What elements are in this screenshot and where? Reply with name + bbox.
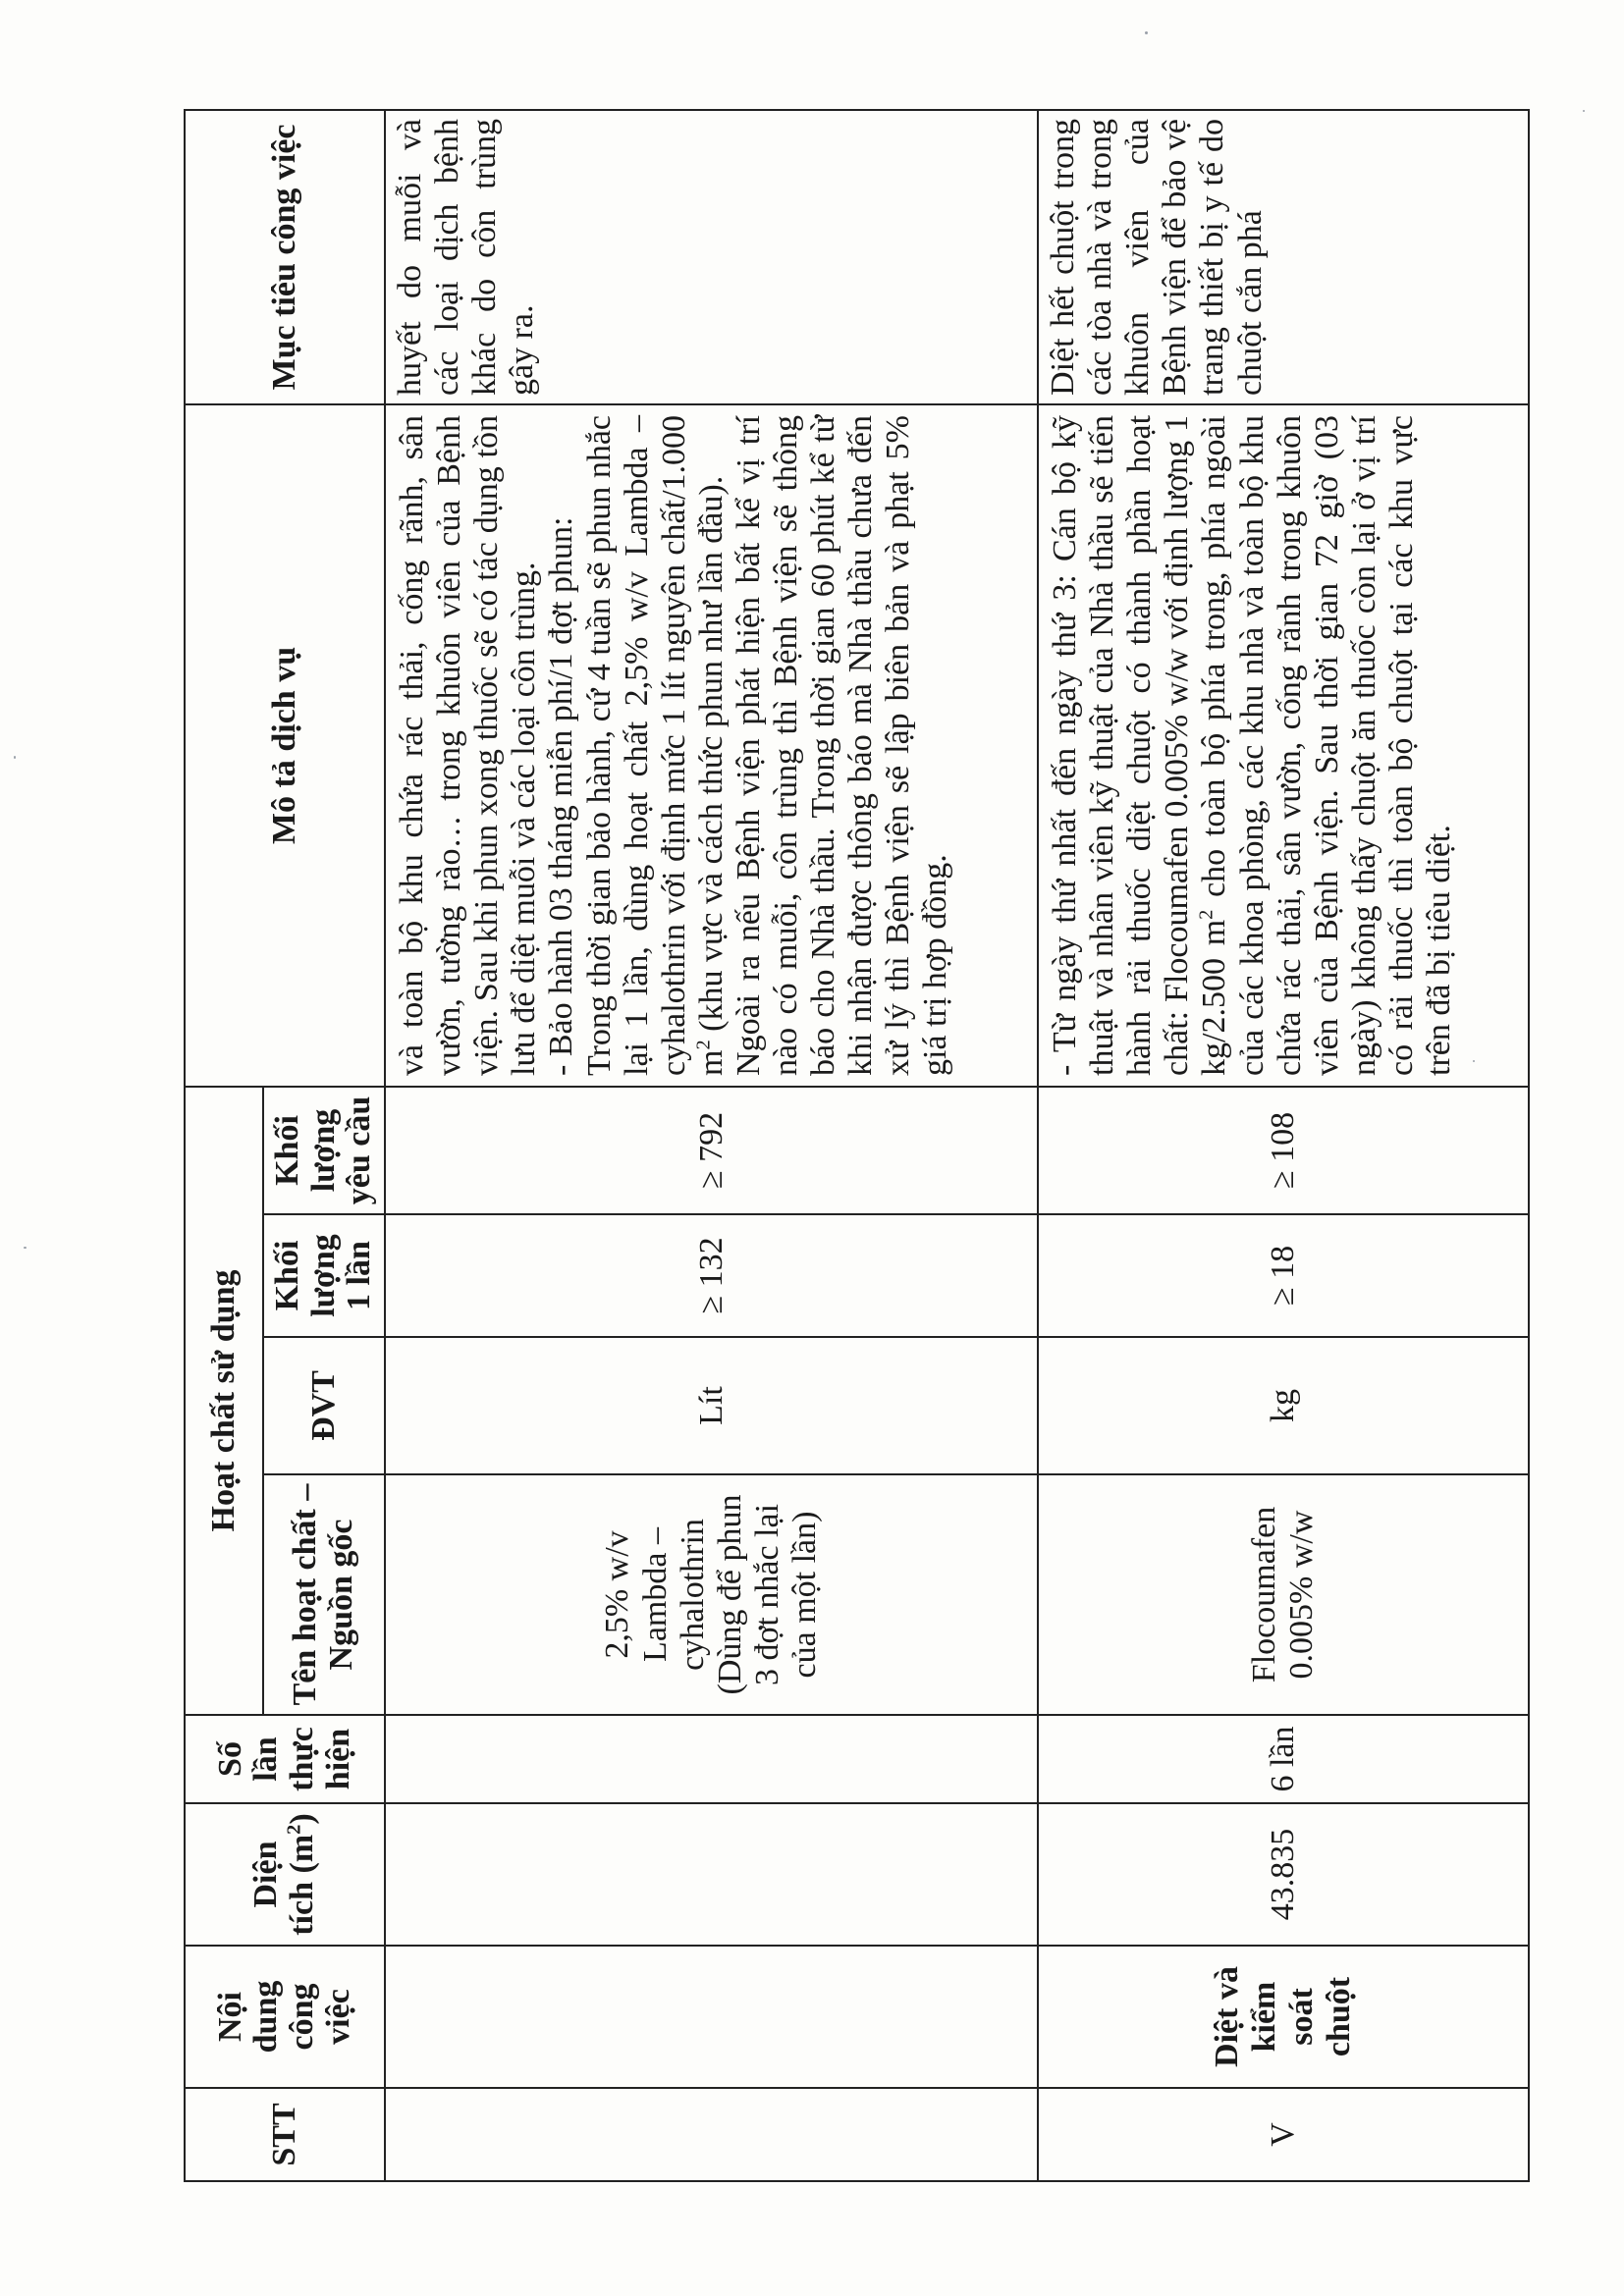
service-table <box>184 109 1530 2182</box>
cell-noi-dung: Diệt và kiểm soát chuột <box>1038 1946 1529 2088</box>
cell-stt: V <box>1038 2088 1529 2181</box>
header-dien-tich-sup: 2 <box>283 1824 305 1835</box>
header-muc-tieu: Mục tiêu công việc <box>185 110 385 404</box>
header-khoi-luong-yeu-cau: Khối lượng yêu cầu <box>263 1087 385 1214</box>
cell-noi-dung-empty <box>385 1946 1038 2088</box>
table-row-continued <box>385 110 1038 2181</box>
mo-ta-paragraph <box>581 415 731 1076</box>
header-khoi-luong-1-lan: Khối lượng 1 lần <box>263 1214 385 1337</box>
rotated-page <box>184 111 1524 2182</box>
scan-speck <box>1583 110 1585 112</box>
scan-speck <box>1145 31 1148 34</box>
mo-ta-paragraph: - Bảo hành 03 tháng miễn phí/1 đợt phun: <box>543 516 580 1076</box>
header-stt: STT <box>185 2088 385 2181</box>
header-dvt: ĐVT <box>263 1337 385 1474</box>
scan-speck <box>24 1247 27 1249</box>
scan-speck <box>1473 1060 1475 1062</box>
header-ten-hoat-chat: Tên hoạt chất – Nguồn gốc <box>263 1474 385 1715</box>
cell-muc-tieu: huyết do muỗi và các loại dịch bệnh khác do côn trùng gây ra. <box>385 110 1038 404</box>
cell-so-lan: 6 lần <box>1038 1715 1529 1803</box>
cell-dvt: kg <box>1038 1337 1529 1474</box>
cell-mo-ta <box>1038 404 1529 1087</box>
mo-ta-sup: 2 <box>1196 909 1218 920</box>
header-hoat-chat-group: Hoạt chất sử dụng <box>185 1087 263 1715</box>
cell-muc-tieu: Diệt hết chuột trong các tòa nhà và trong khuôn viên của Bệnh viện để bảo vệ trang thiết bị y tế do chuột cắn phá <box>1038 110 1529 404</box>
cell-khoi-luong-1-lan: ≥ 132 <box>385 1214 1038 1337</box>
cell-mo-ta <box>385 404 1038 1087</box>
header-dien-tich <box>185 1803 385 1946</box>
cell-ten-hoat-chat: 2,5% w/v Lambda – cyhalothrin (Dùng để phun 3 đợt nhắc lại của một lần) <box>385 1474 1038 1715</box>
mo-ta-text: - Từ ngày thứ nhất đến ngày thứ 3: Cán bộ kỹ thuật và nhân viên kỹ thuật của Nhà thầu sẽ tiến hành rải thuốc diệt chuột có thành phần hoạt chất: Flocoumafen 0.005% w/w với định lượng 1 kg/2.500 m <box>1047 414 1233 1076</box>
cell-ten-hoat-chat: Flocoumafen 0.005% w/w <box>1038 1474 1529 1715</box>
cell-khoi-luong-yeu-cau: ≥ 792 <box>385 1087 1038 1214</box>
cell-khoi-luong-1-lan: ≥ 18 <box>1038 1214 1529 1337</box>
mo-ta-text: Trong thời gian bảo hành, cứ 4 tuần sẽ phun nhắc lại 1 lần, dùng hoạt chất 2,5% w/v Lambda – cyhalothrin với định mức 1 lít nguyên chất/1.000 m <box>580 414 730 1076</box>
mo-ta-text: (khu vực và cách thức phun như lần đầu). <box>692 475 730 1041</box>
cell-dvt: Lít <box>385 1337 1038 1474</box>
header-mo-ta: Mô tả dịch vụ <box>185 404 385 1087</box>
mo-ta-paragraph: Ngoài ra nếu Bệnh viện phát hiện bất kể vị trí nào có muỗi, côn trùng thì Bệnh viện sẽ thông báo cho Nhà thầu. Trong thời gian 60 phút kể từ khi nhận được thông báo mà Nhà thầu chưa đến xử lý thì Bệnh viện sẽ lập biên bản và phạt 5% giá trị hợp đồng. <box>730 414 954 1076</box>
cell-dien-tich-empty <box>385 1803 1038 1946</box>
cell-dien-tich: 43.835 <box>1038 1803 1529 1946</box>
cell-khoi-luong-yeu-cau: ≥ 108 <box>1038 1087 1529 1214</box>
scan-speck <box>14 756 16 759</box>
mo-ta-text: cho toàn bộ phía trong, phía ngoài của các khoa phòng, các khu nhà và toàn bộ khu chứa rác thải, sân vườn, cống rãnh trong khuôn viên của Bệnh viện. Sau thời gian 72 giờ (03 ngày) không thấy chuột ăn thuốc còn lại ở vị trí có rải thuốc thì toàn bộ chuột tại các khu vực trên đã bị tiêu diệt. <box>1196 414 1457 1076</box>
header-noi-dung: Nội dung công việc <box>185 1946 385 2088</box>
header-dien-tich-label: Diện tích (m <box>247 1834 321 1936</box>
mo-ta-paragraph: và toàn bộ khu chứa rác thải, cống rãnh, sân vườn, tường rào… trong khuôn viên của Bệnh viện. Sau khi phun xong thuốc sẽ có tác dụng tồn lưu để diệt muỗi và các loại côn trùng. <box>394 414 543 1076</box>
cell-so-lan-empty <box>385 1715 1038 1803</box>
header-so-lan: Số lần thực hiện <box>185 1715 385 1803</box>
mo-ta-sup: 2 <box>692 1040 715 1050</box>
table-row-v <box>1038 110 1529 2181</box>
header-dien-tich-close: ) <box>284 1813 321 1825</box>
cell-stt-empty <box>385 2088 1038 2181</box>
